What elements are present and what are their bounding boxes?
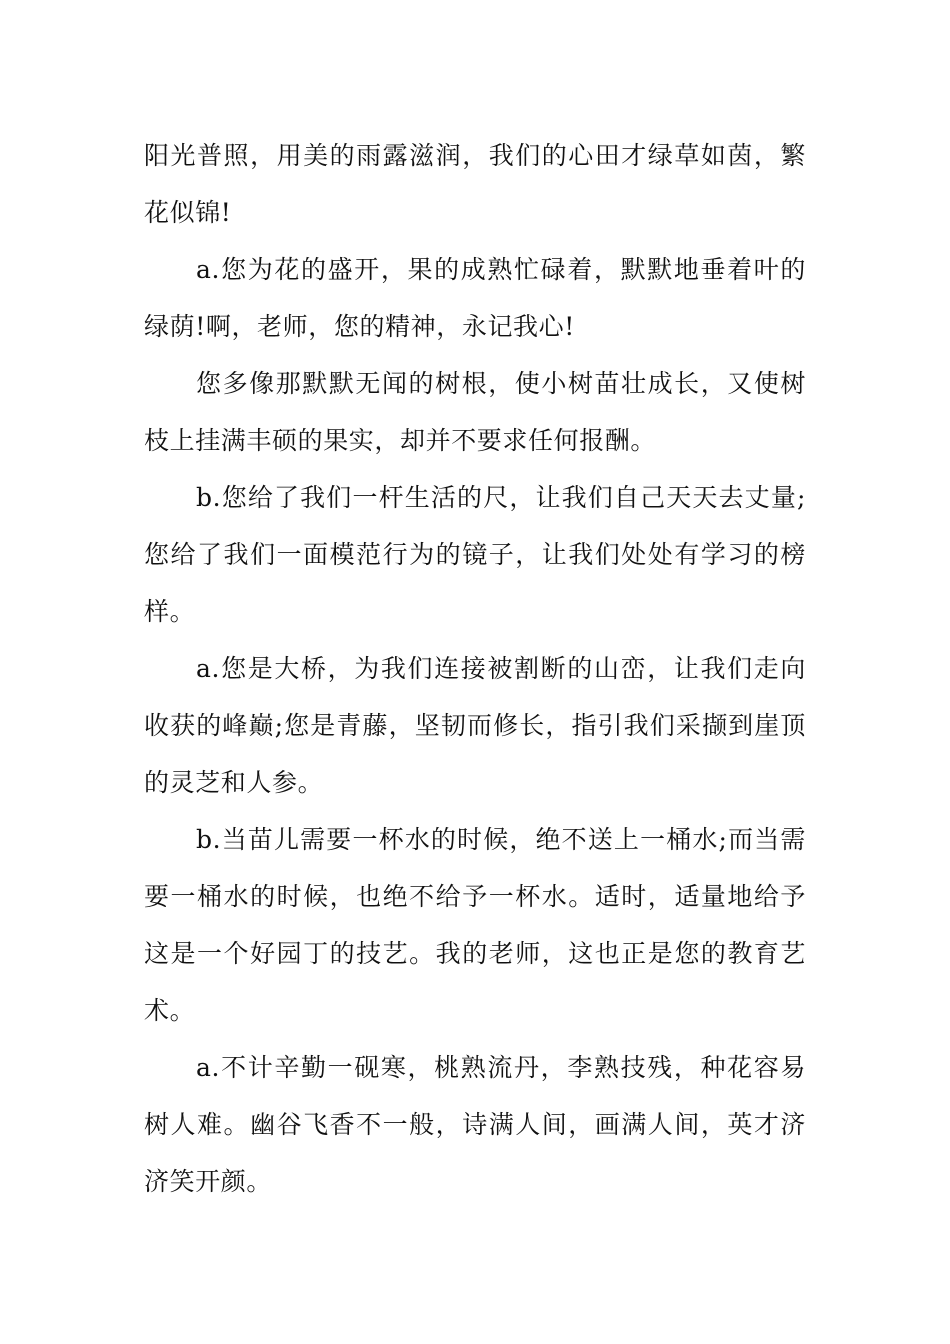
- paragraph: a.不计辛勤一砚寒，桃熟流丹，李熟技残，种花容易树人难。幽谷飞香不一般，诗满人间，画满人间，英才济济笑开颜。: [144, 1053, 806, 1196]
- paragraph: b.您给了我们一杆生活的尺，让我们自己天天去丈量;您给了我们一面模范行为的镜子，让我们处处有学习的榜样。: [144, 483, 806, 626]
- paragraph: 您多像那默默无闻的树根，使小树苗壮成长，又使树枝上挂满丰硕的果实，却并不要求任何报酬。: [144, 369, 806, 455]
- paragraph: b.当苗儿需要一杯水的时候，绝不送上一桶水;而当需要一桶水的时候，也绝不给予一杯水。适时，适量地给予这是一个好园丁的技艺。我的老师，这也正是您的教育艺术。: [144, 825, 806, 1025]
- paragraph: a.您是大桥，为我们连接被割断的山峦，让我们走向收获的峰巅;您是青藤，坚韧而修长，指引我们采撷到崖顶的灵芝和人参。: [144, 654, 806, 797]
- document-body: [144, 127, 806, 1210]
- paragraph: a.您为花的盛开，果的成熟忙碌着，默默地垂着叶的绿荫!啊，老师，您的精神，永记我心!: [144, 255, 806, 341]
- paragraph: 阳光普照，用美的雨露滋润，我们的心田才绿草如茵，繁花似锦!: [144, 141, 806, 227]
